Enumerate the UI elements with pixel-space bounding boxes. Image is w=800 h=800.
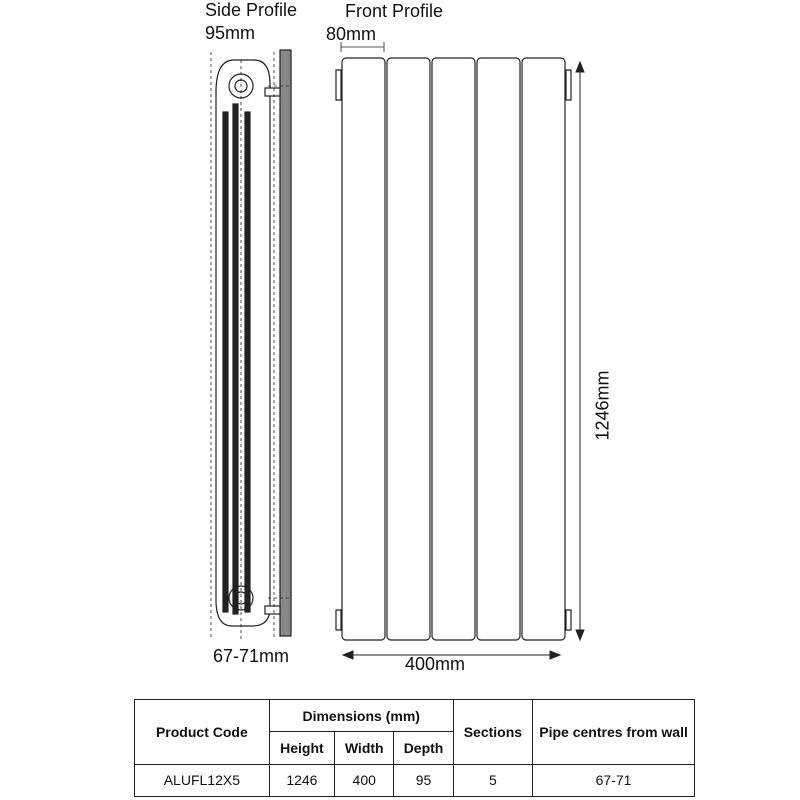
height-label: 1246mm [592,370,613,441]
side-profile-title: Side Profile [205,0,298,20]
header-pipe-centres: Pipe centres from wall [533,700,695,765]
spec-table [134,699,695,797]
header-height: Height [269,732,334,764]
front-cap-left [336,70,341,100]
header-depth: Depth [394,732,453,764]
bottom-bracket [265,606,280,614]
radiator-section [342,58,385,640]
header-width: Width [335,732,394,764]
pipe-centres-label: 67-71mm [213,646,290,666]
wall [280,50,291,636]
cell-width: 400 [335,764,394,796]
section-width-label: 80mm [326,24,377,44]
front-profile [336,42,571,640]
radiator-section [387,58,430,640]
cell-height: 1246 [269,764,334,796]
header-product-code: Product Code [135,700,270,765]
radiator-section [432,58,475,640]
cell-product-code: ALUFL12X5 [135,764,270,796]
header-dimensions: Dimensions (mm) [269,700,453,732]
cell-depth: 95 [394,764,453,796]
cell-sections: 5 [453,764,532,796]
top-bracket [265,88,280,96]
radiator-section [477,58,520,640]
table-header-row [135,700,695,732]
radiator-section [522,58,565,640]
front-profile-title: Front Profile [345,1,444,21]
header-sections: Sections [453,700,532,765]
depth-label: 95mm [205,23,256,43]
cell-pipe-centres: 67-71 [533,764,695,796]
width-label: 400mm [405,654,466,674]
table-row [135,764,695,796]
height-dimension [576,62,584,640]
front-cap-right [566,70,571,100]
side-profile [211,50,292,640]
